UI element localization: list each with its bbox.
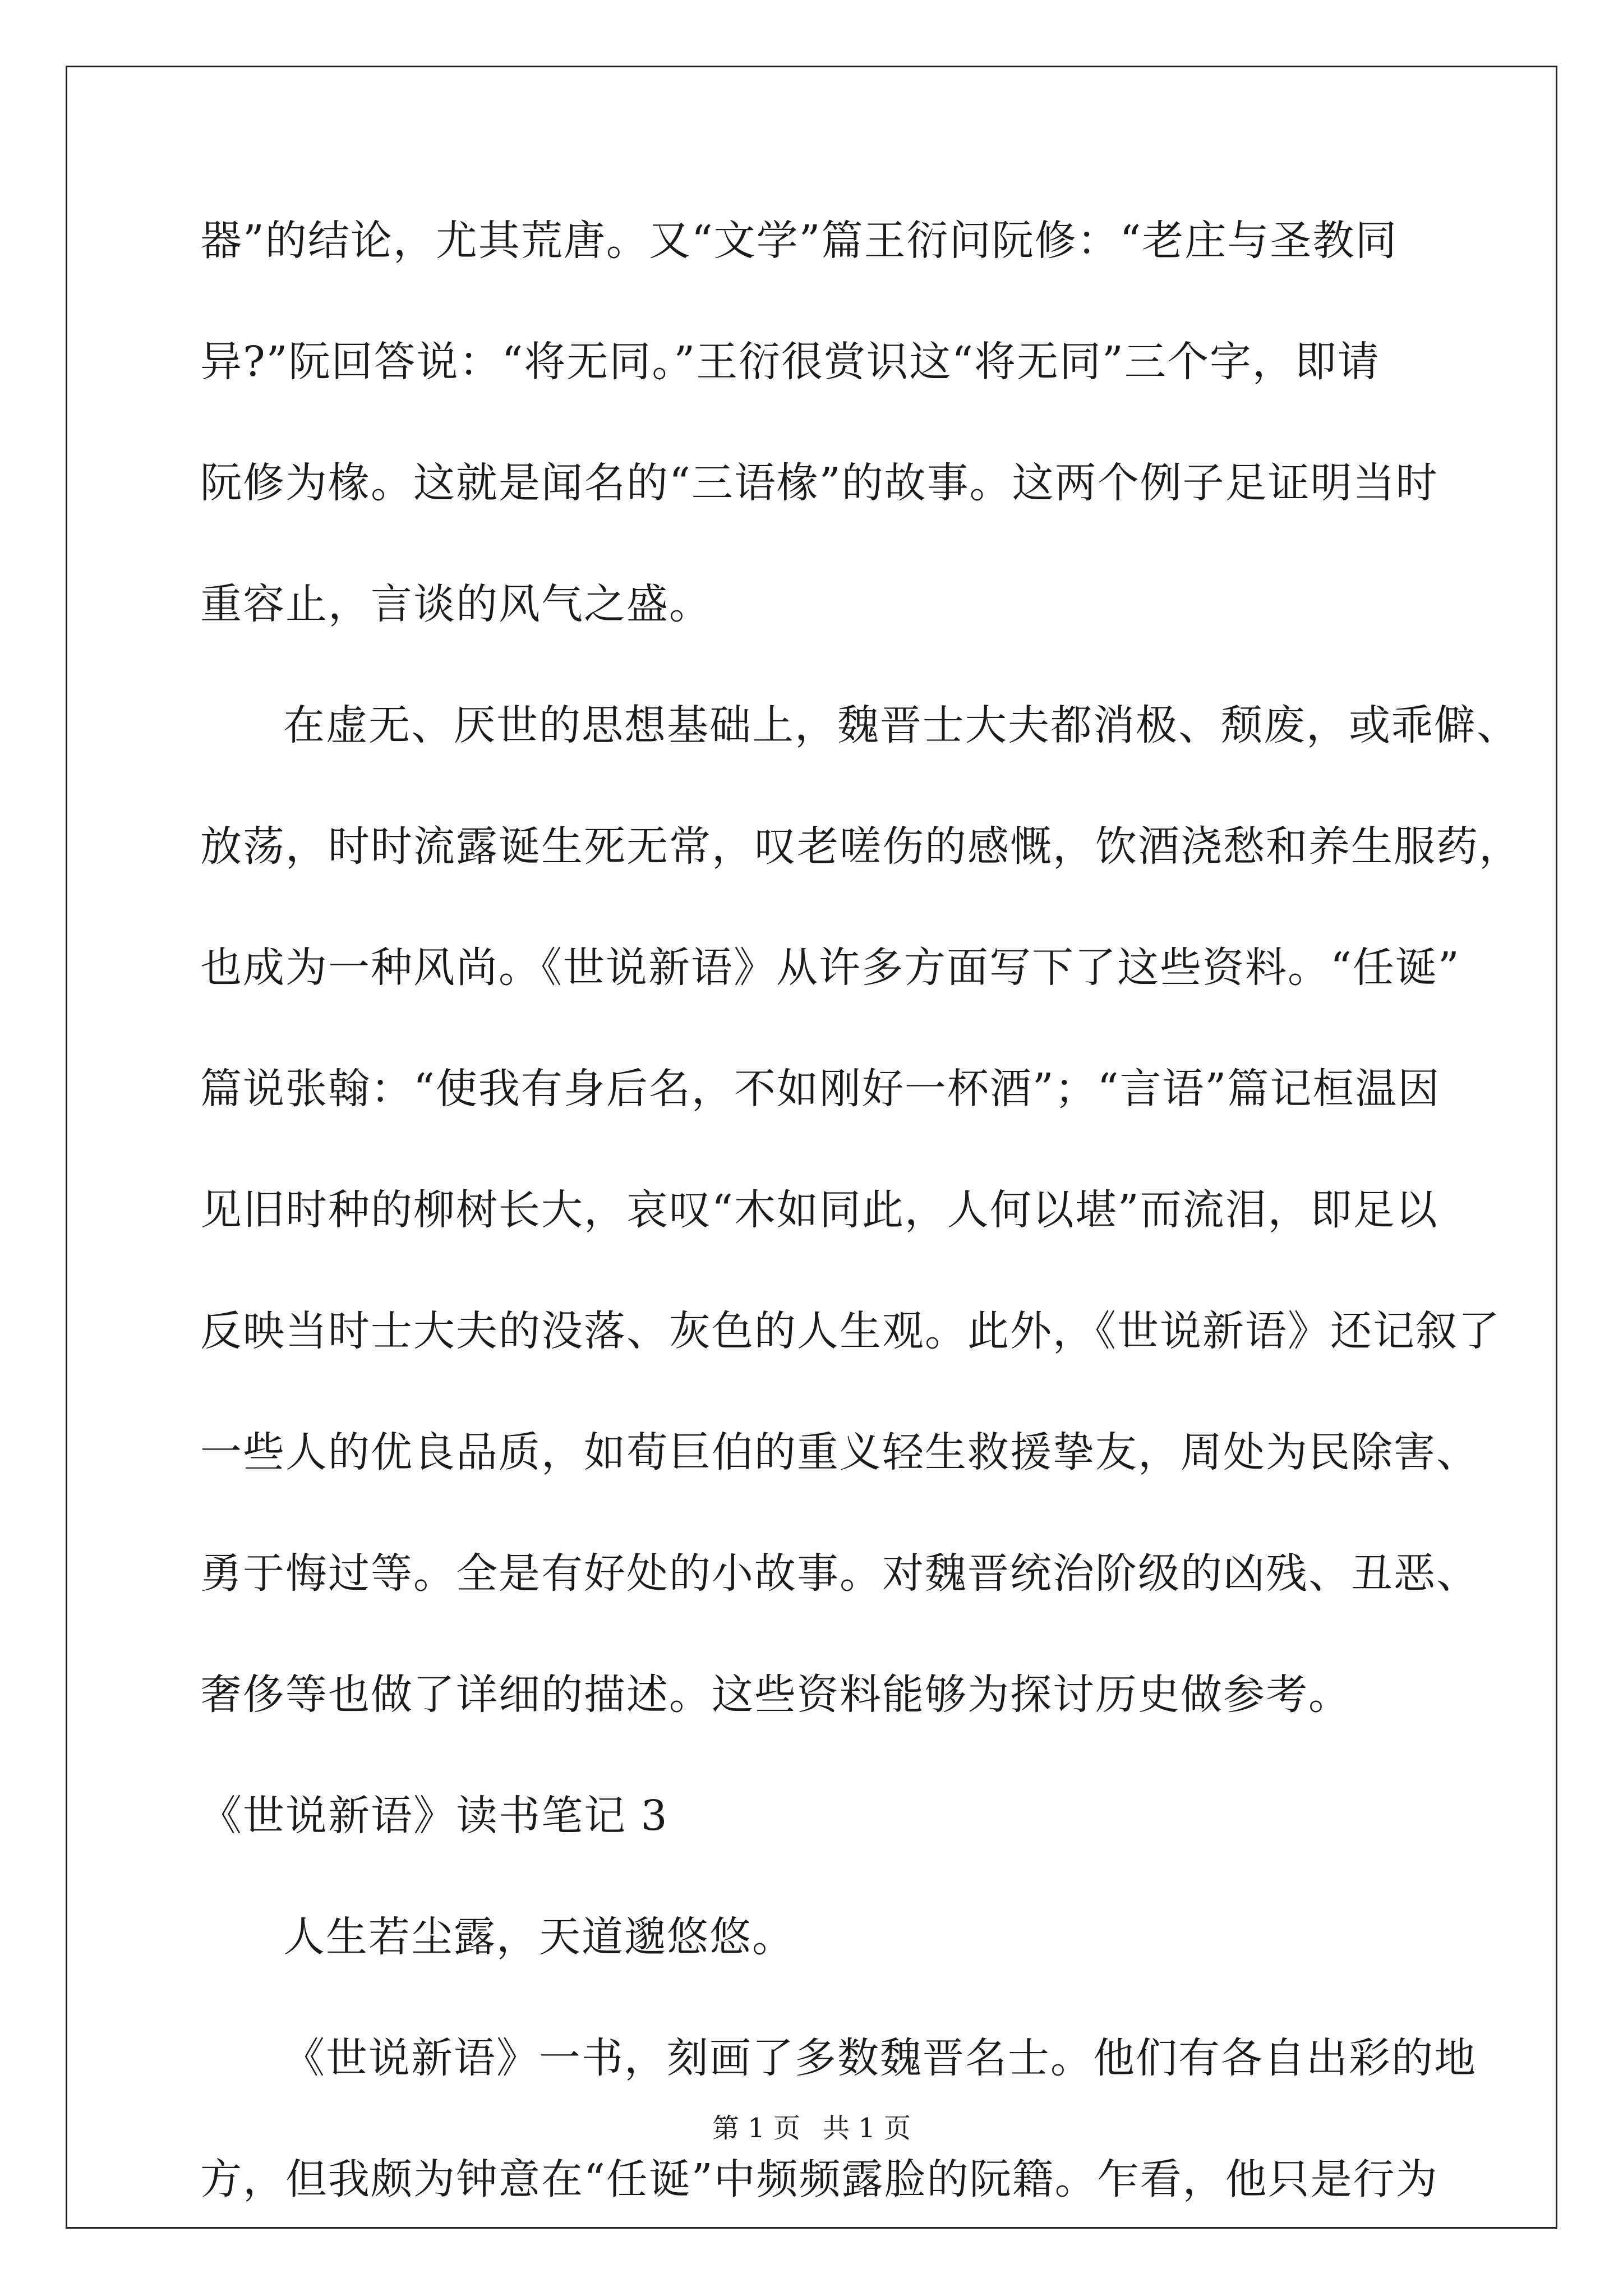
text-line: 也成为一种风尚。《世说新语》从许多方面写下了这些资料。“任诞”: [200, 944, 1460, 992]
text-line: 异?”阮回答说：“将无同。”王衍很赏识这“将无同”三个字，即请: [200, 338, 1380, 386]
text-line: 人生若尘露，天道邈悠悠。: [283, 1913, 795, 1961]
text-line: 放荡，时时流露诞生死无常，叹老嗟伤的感慨，饮酒浇愁和养生服药，: [200, 822, 1521, 871]
text-line: 一些人的优良品质，如荀巨伯的重义轻生救援挚友，周处为民除害、: [200, 1428, 1479, 1476]
page-total: 共 1 页: [823, 2113, 911, 2144]
page-number: 第 1 页: [712, 2113, 800, 2144]
text-line: 方，但我颇为钟意在“任诞”中频频露脸的阮籍。乍看，他只是行为: [200, 2155, 1438, 2203]
text-line: 重容止，言谈的风气之盛。: [200, 580, 712, 628]
section-heading: 《世说新语》读书笔记 3: [200, 1792, 668, 1840]
text-line: 阮修为椽。这就是闻名的“三语椽”的故事。这两个例子足证明当时: [200, 459, 1438, 507]
text-line: 器”的结论，尤其荒唐。又“文学”篇王衍问阮修：“老庄与圣教同: [200, 217, 1398, 265]
page-footer: [0, 2111, 1623, 2145]
text-line: 奢侈等也做了详细的描述。这些资料能够为探讨历史做参考。: [200, 1671, 1351, 1719]
document-body: [200, 213, 1521, 2273]
text-line: 篇说张翰：“使我有身后名，不如刚好一杯酒”；“言语”篇记桓温因: [200, 1065, 1441, 1113]
text-line: 反映当时士大夫的没落、灰色的人生观。此外，《世说新语》还记叙了: [200, 1307, 1501, 1355]
text-line: 见旧时种的柳树长大，哀叹“木如同此，人何以堪”而流泪，即足以: [200, 1186, 1438, 1234]
text-line: 在虚无、厌世的思想基础上，魏晋士大夫都消极、颓废，或乖僻、: [283, 701, 1519, 749]
text-line: 勇于悔过等。全是有好处的小故事。对魏晋统治阶级的凶残、丑恶、: [200, 1549, 1479, 1598]
text-line: 《世说新语》一书，刻画了多数魏晋名士。他们有各自出彩的地: [283, 2034, 1477, 2082]
